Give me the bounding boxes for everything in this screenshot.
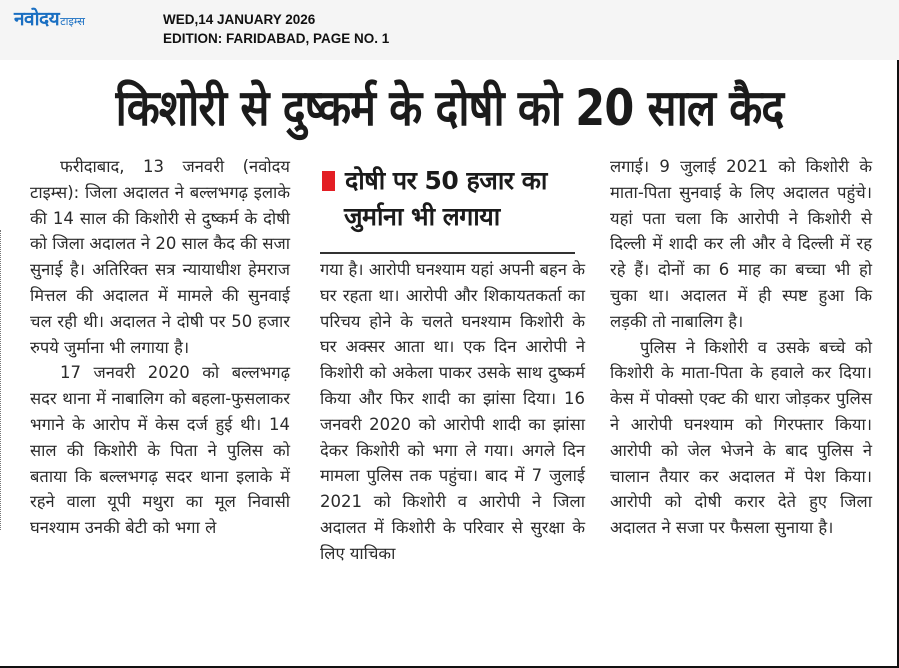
clip-left-edge <box>0 230 3 530</box>
red-bullet-icon <box>322 171 335 191</box>
subheadline <box>322 163 584 235</box>
paragraph: पुलिस ने किशोरी व उसके बच्चे को किशोरी के माता-पिता के हवाले कर दिया। केस में पोक्सो एक्ट की धारा जोड़कर पुलिस ने आरोपी घनश्याम को गिरफ्तार किया। आरोपी को जेल भेजने के बाद पुलिस ने चालान तैयार कर अदालत में पेश किया। आरोपी को दोषी करार देते हुए जिला अदालत ने सजा पर फैसला सुनाया है। <box>610 337 872 538</box>
edition-header <box>0 0 899 60</box>
article-column-1 <box>30 154 290 541</box>
paragraph: लगाई। 9 जुलाई 2021 को किशोरी के माता-पिता सुनवाई के लिए अदालत पहुंचे। यहां पता चला कि आरोपी ने किशोरी से दिल्ली में शादी कर ली और वे दिल्ली में रह रहे हैं। दोनों का 6 माह का बच्चा भी हो चुका था। अदालत में ही स्पष्ट हुआ कि लड़की तो नाबालिग है। <box>610 157 872 331</box>
edition-info <box>163 10 389 48</box>
paragraph: 17 जनवरी 2020 को बल्लभगढ़ सदर थाना में नाबालिग को बहला-फुसलाकर भगाने के आरोप में केस दर्ज हुई थी। 14 साल की किशोरी के पिता ने पुलिस को बताया कि बल्लभगढ़ सदर थाना इलाके में रहने वाला यूपी मथुरा का मूल निवासी घनश्याम उनकी बेटी को भगा ले <box>30 363 290 538</box>
publication-date: WED,14 JANUARY 2026 <box>163 12 316 27</box>
paragraph: गया है। आरोपी घनश्याम यहां अपनी बहन के घर रहता था। आरोपी और शिकायतकर्ता का परिचय होने के चलते घनश्याम किशोरी के घर अक्सर आता था। एक दिन आरोपी ने किशोरी को अकेला पाकर उसके साथ दुष्कर्म किया और फिर शादी का झांसा दिया। 16 जनवरी 2020 को आरोपी शादी का झांसा देकर किशोरी को भगा ले गया। अगले दिन मामला पुलिस तक पहुंचा। बाद में 7 जुलाई 2021 को किशोरी व आरोपी ने जिला अदालत में किशोरी के परिवार से सुरक्षा के लिए याचिका <box>320 260 585 563</box>
article-column-3 <box>610 154 872 541</box>
subhead-divider <box>320 252 575 254</box>
article-column-2 <box>320 257 585 567</box>
subhead-line-1: दोषी पर 50 हजार का <box>345 166 547 195</box>
newspaper-logo <box>14 9 85 29</box>
subhead-line-2: जुर्माना भी लगाया <box>344 202 500 231</box>
logo-sub-text: टाइम्स <box>60 15 85 28</box>
headline: किशोरी से दुष्कर्म के दोषी को 20 साल कैद <box>115 79 784 137</box>
paragraph: फरीदाबाद, 13 जनवरी (नवोदय टाइम्स): जिला अदालत ने बल्लभगढ़ इलाके की 14 साल की किशोरी से दुष्कर्म के दोषी को जिला अदालत ने 20 साल कैद की सजा सुनाई है। अतिरिक्त सत्र न्यायाधीश हेमराज मित्तल की अदालत में मामले की सुनवाई चल रही थी। अदालत ने दोषी पर 50 हजार रुपये जुर्माना भी लगाया है। <box>30 157 290 357</box>
logo-main-text: नवोदय <box>14 8 60 30</box>
edition-page: EDITION: FARIDABAD, PAGE NO. 1 <box>163 31 390 46</box>
news-clipping <box>0 60 899 668</box>
